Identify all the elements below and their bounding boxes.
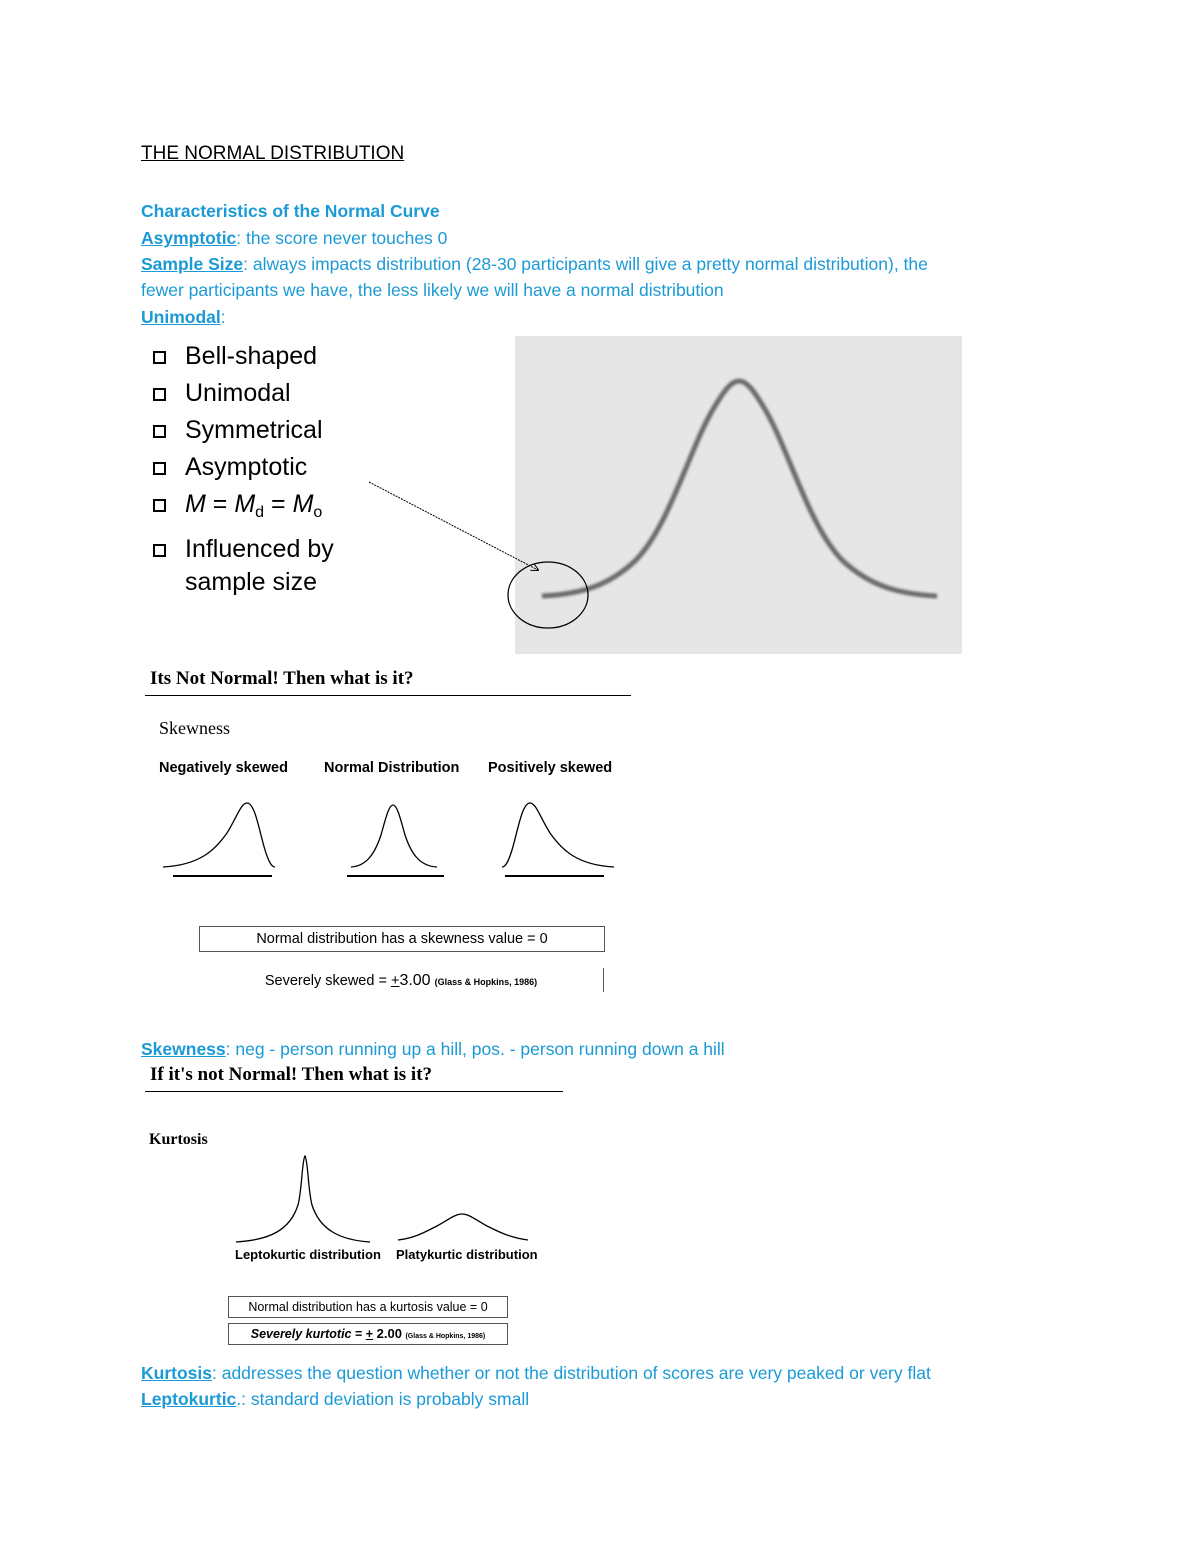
asymptotic-term: Asymptotic bbox=[141, 228, 237, 248]
severely-skewed-box: Severely skewed = +3.00 (Glass & Hopkins, 1986) bbox=[199, 968, 604, 992]
sample-size-term: Sample Size bbox=[141, 254, 244, 274]
leptokurtic-note bbox=[141, 1386, 529, 1412]
skewness-text: : neg - person running up a hill, pos. - person running down a hill bbox=[225, 1039, 725, 1059]
bullet-item: Influenced by bbox=[150, 531, 334, 568]
unimodal-text: : bbox=[220, 307, 226, 327]
skewness-term: Skewness bbox=[141, 1039, 226, 1059]
kurtosis-value-box: Normal distribution has a kurtosis value = 0 bbox=[228, 1296, 508, 1318]
skewness-curves bbox=[155, 795, 625, 885]
positive-skew-curve bbox=[502, 803, 614, 867]
bullet-item-mean-median-mode: $M = M_d = M_o$ bbox=[150, 486, 334, 531]
bullet-item: Unimodal bbox=[150, 375, 334, 412]
kurtosis-curves bbox=[230, 1150, 540, 1250]
circle-annotation bbox=[508, 562, 588, 628]
kurtosis-section-heading: If it's not Normal! Then what is it? bbox=[150, 1064, 433, 1085]
kurtosis-term: Kurtosis bbox=[141, 1363, 212, 1383]
sample-size-line bbox=[141, 251, 928, 277]
unimodal-term: Unimodal bbox=[141, 307, 221, 327]
severely-kurtotic-box: Severely kurtotic = + 2.00 (Glass & Hopkins, 1986) bbox=[228, 1323, 508, 1345]
leptokurtic-text: .: standard deviation is probably small bbox=[236, 1389, 530, 1409]
negative-skew-curve bbox=[163, 803, 275, 867]
positively-skewed-label: Positively skewed bbox=[488, 760, 613, 776]
unimodal-line bbox=[141, 304, 226, 330]
leptokurtic-label: Leptokurtic distribution bbox=[235, 1247, 381, 1262]
platykurtic-label: Platykurtic distribution bbox=[396, 1247, 538, 1262]
sample-size-text-2: fewer participants we have, the less likely we will have a normal distribution bbox=[141, 280, 724, 300]
skewness-section-heading: Its Not Normal! Then what is it? bbox=[150, 668, 414, 689]
page-title: THE NORMAL DISTRIBUTION bbox=[141, 143, 405, 164]
bullet-item-continuation: sample size bbox=[185, 568, 317, 596]
asymptote-annotation bbox=[360, 470, 600, 640]
bullet-item: Asymptotic bbox=[150, 449, 334, 486]
bullet-item: Symmetrical bbox=[150, 412, 334, 449]
asymptotic-line bbox=[141, 225, 447, 251]
kurtosis-note bbox=[141, 1360, 931, 1386]
leptokurtic-term: Leptokurtic bbox=[141, 1389, 237, 1409]
sample-size-text-1: : always impacts distribution (28-30 participants will give a pretty normal distribution), the bbox=[243, 254, 928, 274]
divider bbox=[145, 1091, 563, 1092]
skewness-value-box: Normal distribution has a skewness value = 0 bbox=[199, 926, 605, 952]
kurtosis-text: : addresses the question whether or not the distribution of scores are very peaked or very flat bbox=[211, 1363, 931, 1383]
arrow-icon bbox=[369, 482, 538, 570]
divider bbox=[145, 695, 631, 696]
asymptotic-text: : the score never touches 0 bbox=[236, 228, 448, 248]
leptokurtic-curve bbox=[236, 1156, 370, 1242]
skewness-note bbox=[141, 1036, 725, 1062]
bullet-item: Bell-shaped bbox=[150, 338, 334, 375]
normal-curve bbox=[351, 805, 437, 867]
characteristics-bullet-list bbox=[150, 338, 334, 601]
characteristics-heading: Characteristics of the Normal Curve bbox=[141, 201, 440, 221]
normal-distribution-label: Normal Distribution bbox=[324, 760, 460, 776]
kurtosis-subheading: Kurtosis bbox=[149, 1131, 208, 1148]
negatively-skewed-label: Negatively skewed bbox=[159, 760, 288, 776]
platykurtic-curve bbox=[398, 1214, 528, 1240]
skewness-subheading: Skewness bbox=[159, 718, 230, 738]
